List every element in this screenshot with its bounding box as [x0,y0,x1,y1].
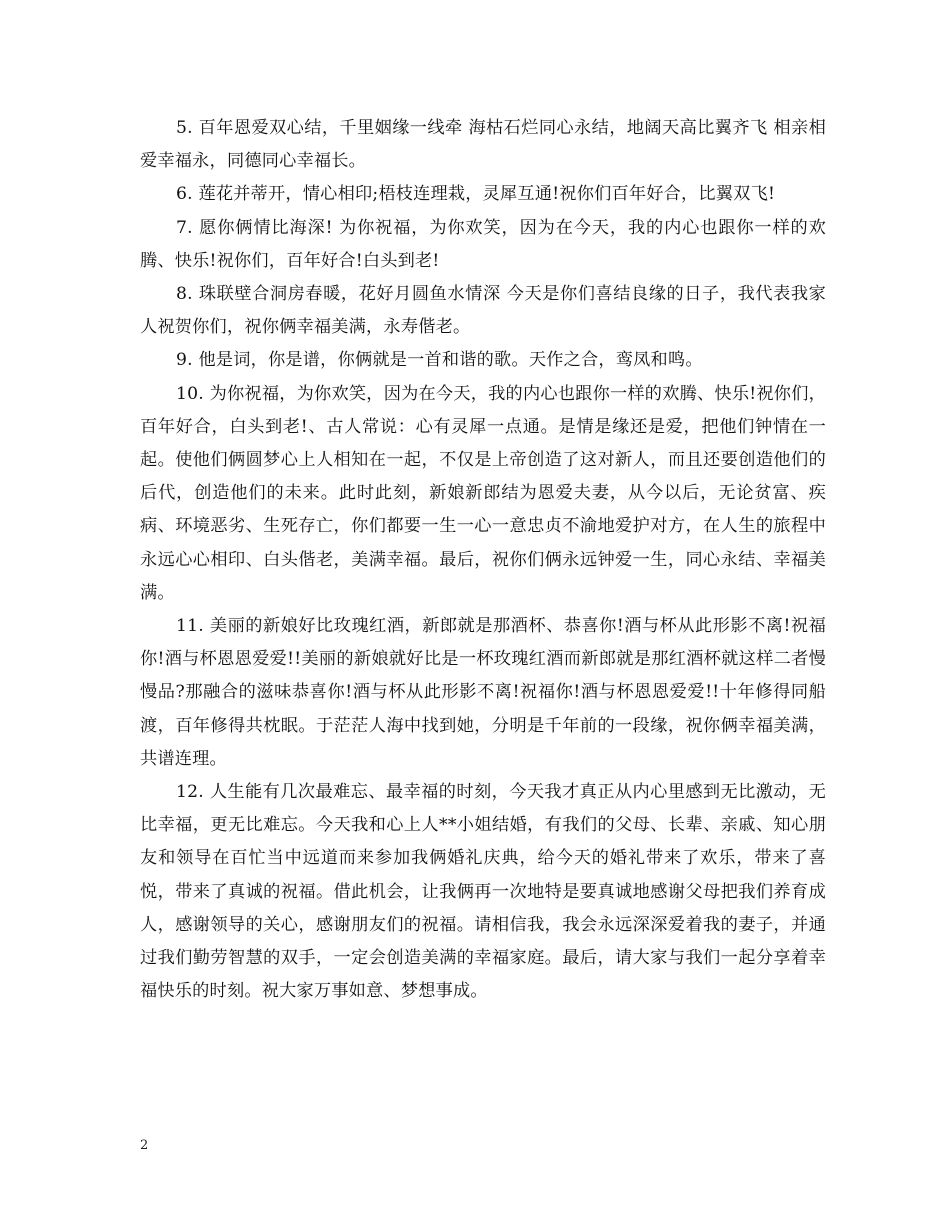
paragraph-8: 8. 珠联壁合洞房春暖，花好月圆鱼水情深 今天是你们喜结良缘的日子，我代表我家人祝贺你们，祝你俩幸福美满，永寿偕老。 [140,284,826,338]
document-body [140,112,826,1008]
page-number: 2 [140,1138,149,1153]
paragraph-6: 6. 莲花并蒂开，情心相印;梧枝连理栽，灵犀互通!祝你们百年好合，比翼双飞! [176,184,776,205]
paragraph-9: 9. 他是词，你是谱，你俩就是一首和谐的歌。天作之合，鸾凤和鸣。 [176,350,703,371]
paragraph-7: 7. 愿你俩情比海深! 为你祝福，为你欢笑，因为在今天，我的内心也跟你一样的欢腾、快乐!祝你们，百年好合!白头到老! [140,217,826,271]
paragraph-12: 12. 人生能有几次最难忘、最幸福的时刻，今天我才真正从内心里感到无比激动，无比幸福，更无比难忘。今天我和心上人**小姐结婚，有我们的父母、长辈、亲戚、知心朋友和领导在百忙当中远道而来参加我俩婚礼庆典，给今天的婚礼带来了欢乐，带来了喜悦，带来了真诚的祝福。借此机会，让我俩再一次地特是要真诚地感谢父母把我们养育成人，感谢领导的关心，感谢朋友们的祝福。请相信我，我会永远深深爱着我的妻子，并通过我们勤劳智慧的双手，一定会创造美满的幸福家庭。最后，请大家与我们一起分享着幸福快乐的时刻。祝大家万事如意、梦想事成。 [140,782,826,1002]
paragraph-5: 5. 百年恩爱双心结，千里姻缘一线牵 海枯石烂同心永结，地阔天高比翼齐飞 相亲相爱幸福永，同德同心幸福长。 [140,118,826,172]
paragraph-10: 10. 为你祝福，为你欢笑，因为在今天，我的内心也跟你一样的欢腾、快乐!祝你们，百年好合，白头到老!、古人常说：心有灵犀一点通。是情是缘还是爱，把他们钟情在一起。使他们俩圆梦心上人相知在一起，不仅是上帝创造了这对新人，而且还要创造他们的后代，创造他们的未来。此时此刻，新娘新郎结为恩爱夫妻，从今以后，无论贫富、疾病、环境恶劣、生死存亡，你们都要一生一心一意忠贞不渝地爱护对方，在人生的旅程中永远心心相印、白头偕老，美满幸福。最后，祝你们俩永远钟爱一生，同心永结、幸福美满。 [140,383,826,603]
paragraph-11: 11. 美丽的新娘好比玫瑰红酒，新郎就是那酒杯、恭喜你!酒与杯从此形影不离!祝福你!酒与杯恩恩爱爱!!美丽的新娘就好比是一杯玫瑰红酒而新郎就是那红酒杯就这样二者慢慢品?那融合的滋味恭喜你!酒与杯从此形影不离!祝福你!酒与杯恩恩爱爱!!十年修得同船渡，百年修得共枕眠。于茫茫人海中找到她，分明是千年前的一段缘，祝你俩幸福美满，共谱连理。 [140,616,826,769]
